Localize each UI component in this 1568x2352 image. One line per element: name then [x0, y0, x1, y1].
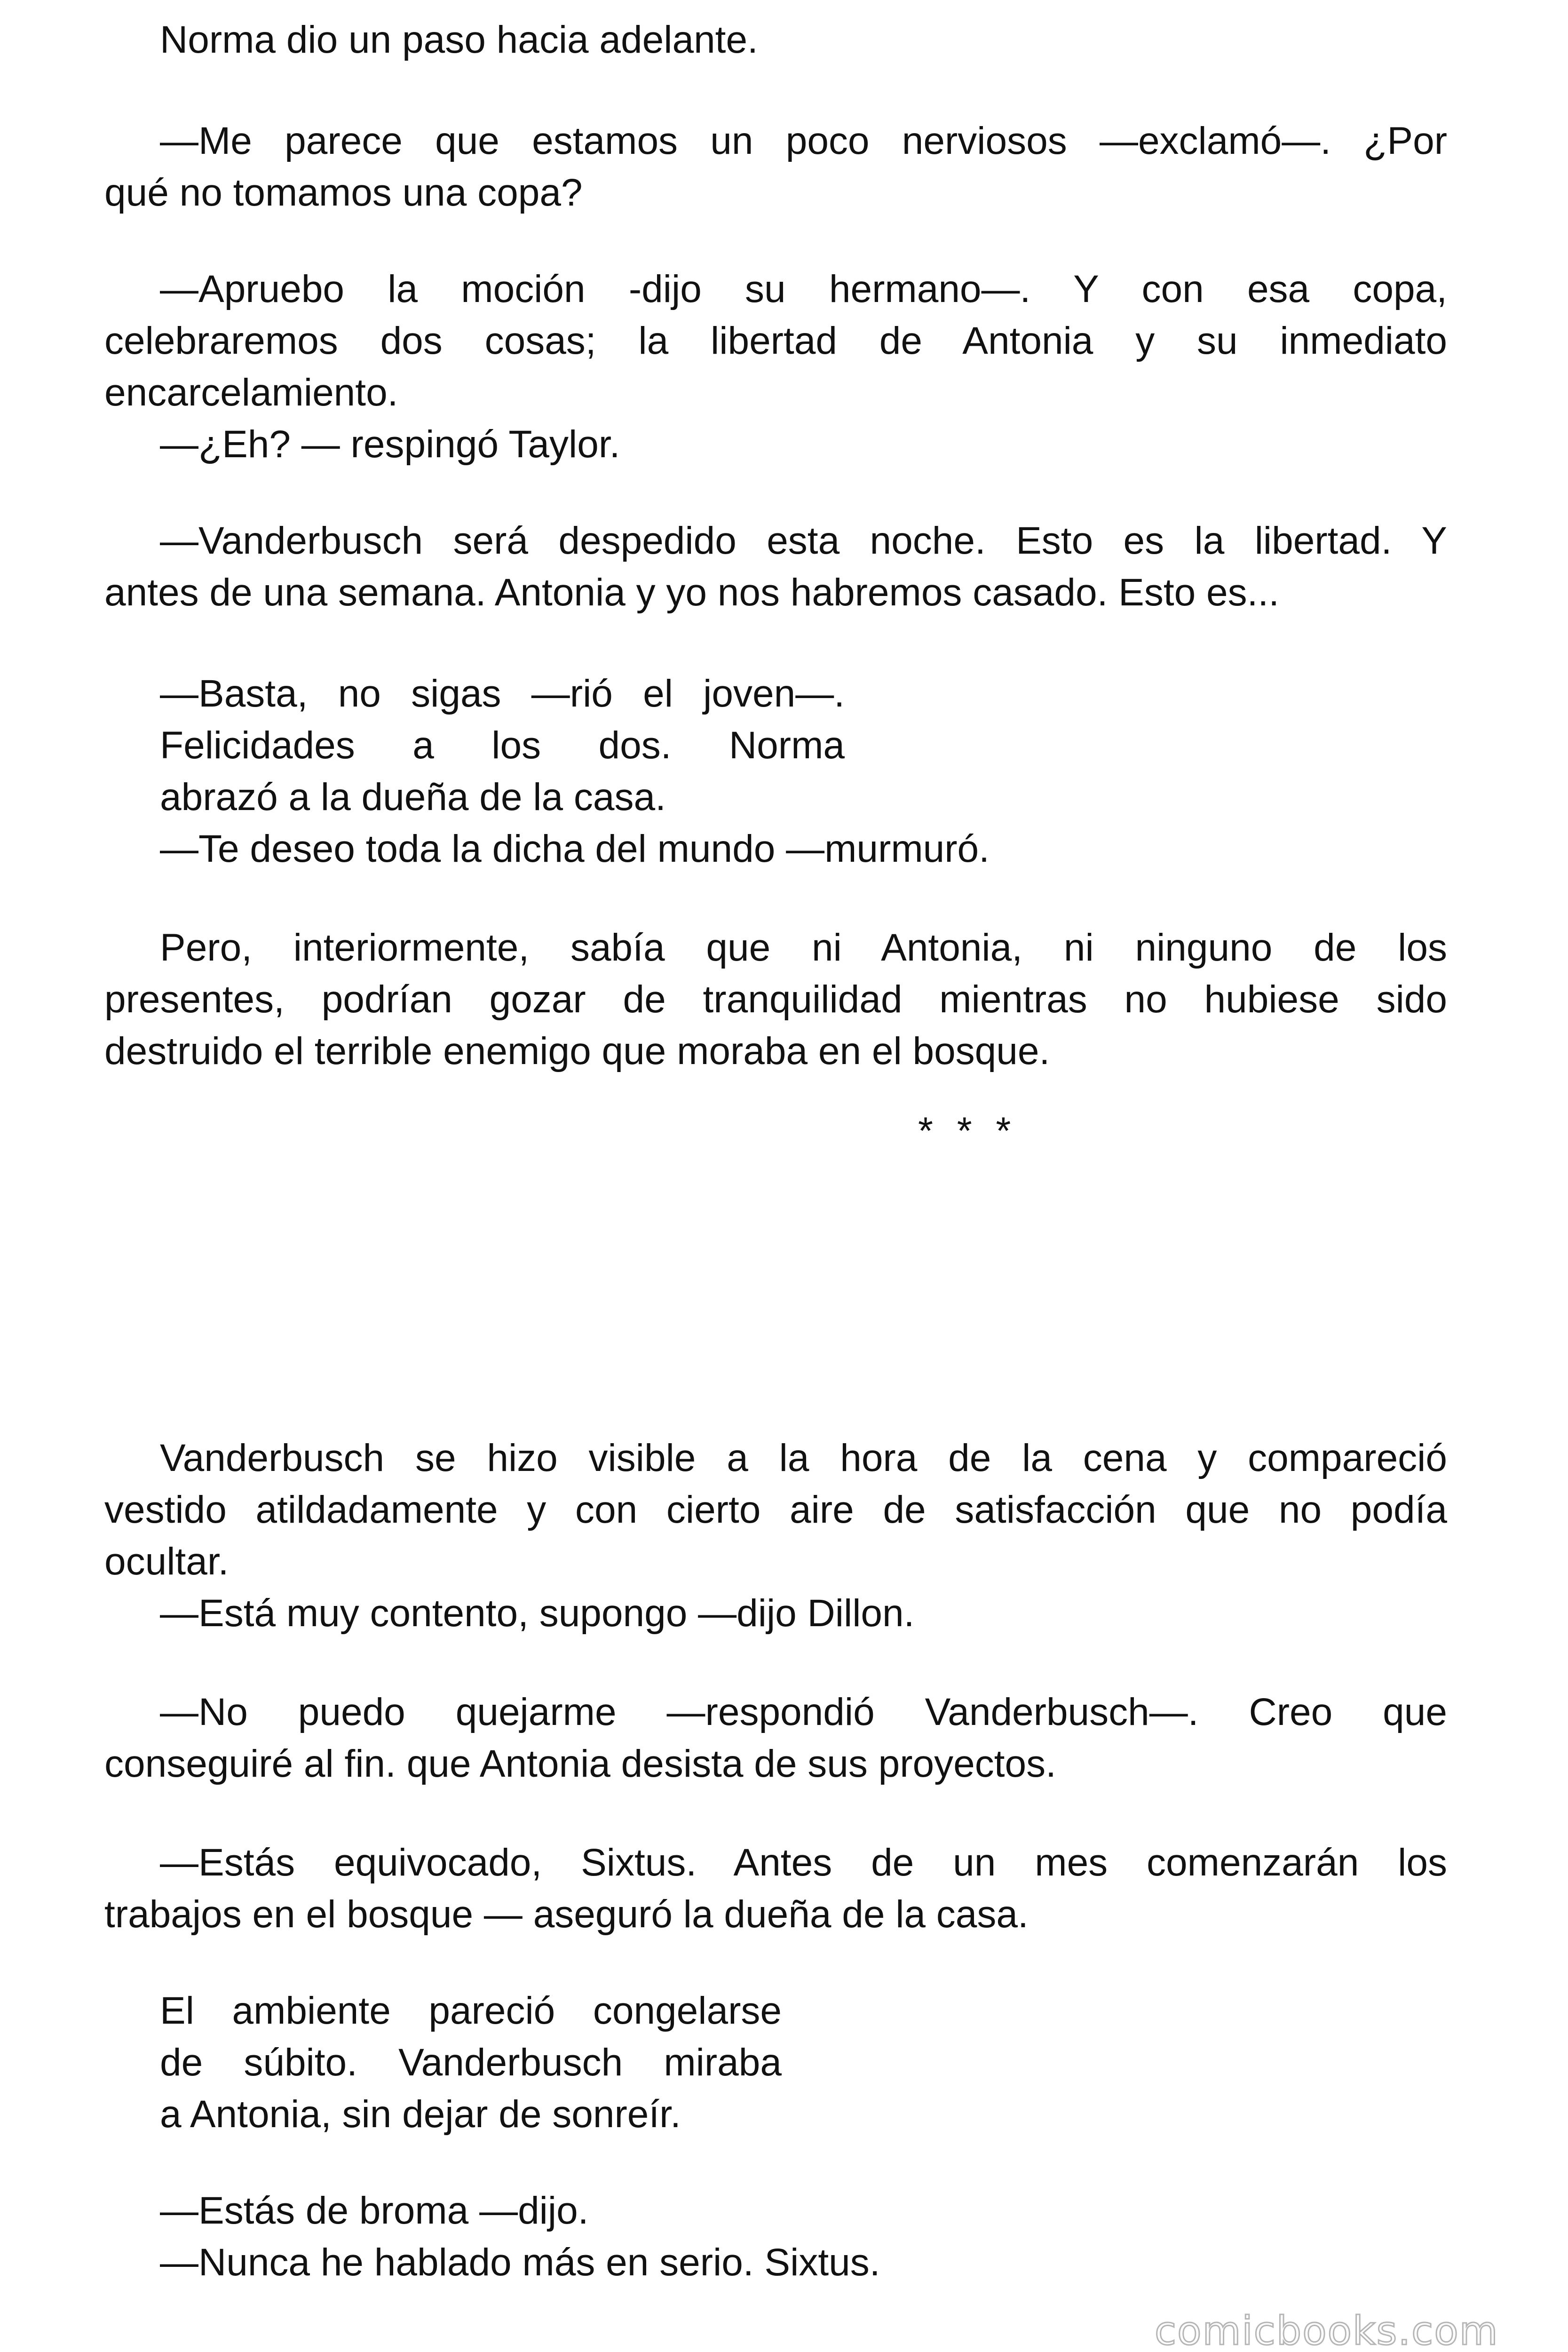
text-line: —Te deseo toda la dicha del mundo —murmuró.	[160, 827, 990, 870]
text-line: encarcelamiento.	[104, 371, 398, 414]
watermark: comicbooks.com	[1155, 2308, 1499, 2352]
text-line: —Estás equivocado, Sixtus. Antes de un mes comenzarán los	[160, 1841, 1447, 1884]
text-line: ocultar.	[104, 1540, 229, 1583]
text-line: Vanderbusch se hizo visible a la hora de la cena y compareció	[160, 1437, 1447, 1479]
text-line: El ambiente pareció congelarse	[160, 1989, 782, 2032]
text-line: vestido atildadamente y con cierto aire de satisfacción que no podía	[104, 1488, 1447, 1531]
text-line: Felicidades a los dos. Norma	[160, 724, 845, 767]
text-line: destruido el terrible enemigo que moraba en el bosque.	[104, 1030, 1050, 1073]
text-line: de súbito. Vanderbusch miraba	[160, 2041, 782, 2084]
text-line: —Basta, no sigas —rió el joven—.	[160, 672, 845, 715]
text-line: qué no tomamos una copa?	[104, 171, 583, 214]
text-line: —Me parece que estamos un poco nerviosos —exclamó—. ¿Por	[160, 119, 1447, 162]
text-line: conseguiré al fin. que Antonia desista de sus proyectos.	[104, 1742, 1056, 1785]
text-line: trabajos en el bosque — aseguró la dueña de la casa.	[104, 1893, 1029, 1936]
text-line: —¿Eh? — respingó Taylor.	[160, 423, 620, 466]
text-line: —Está muy contento, supongo —dijo Dillon.	[160, 1592, 915, 1635]
section-separator: * * *	[918, 1110, 1018, 1152]
text-line: —Nunca he hablado más en serio. Sixtus.	[160, 2241, 880, 2284]
text-line: —Estás de broma —dijo.	[160, 2189, 589, 2232]
text-line: —Vanderbusch será despedido esta noche. Esto es la libertad. Y	[160, 519, 1447, 562]
text-line: a Antonia, sin dejar de sonreír.	[160, 2093, 681, 2136]
text-line: antes de una semana. Antonia y yo nos habremos casado. Esto es...	[104, 571, 1279, 614]
text-line: —Apruebo la moción -dijo su hermano—. Y con esa copa,	[160, 268, 1447, 310]
text-line: Pero, interiormente, sabía que ni Antonia, ni ninguno de los	[160, 926, 1447, 969]
text-line: presentes, podrían gozar de tranquilidad mientras no hubiese sido	[104, 978, 1447, 1021]
text-line: celebraremos dos cosas; la libertad de Antonia y su inmediato	[104, 319, 1447, 362]
text-line: abrazó a la dueña de la casa.	[160, 776, 666, 818]
text-line: Norma dio un paso hacia adelante.	[160, 18, 758, 61]
text-line: —No puedo quejarme —respondió Vanderbusch—. Creo que	[160, 1691, 1447, 1733]
